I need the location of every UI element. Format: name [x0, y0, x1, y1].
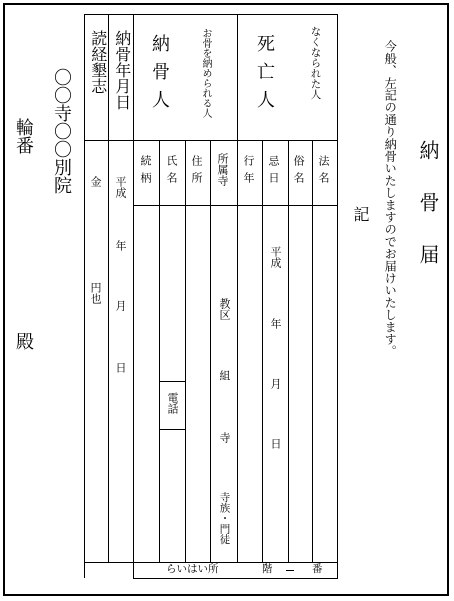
rinban-label: 輪番: [13, 118, 34, 154]
col-age: 行年: [242, 155, 255, 189]
death-year: 年: [269, 318, 282, 329]
col-temple: 所属寺: [216, 153, 229, 186]
intro-text: 今般、左記の通り納骨いたしますのでお届けいたします。: [383, 40, 398, 358]
ki-label: 記: [351, 206, 370, 222]
footer-floor: 階: [262, 563, 273, 575]
col-zokumyou: 俗名: [292, 155, 305, 189]
col-name: 氏名: [165, 155, 178, 189]
deceased-note: なくなられた人: [309, 26, 322, 100]
money-kin: 金: [89, 176, 102, 187]
burial-day: 日: [114, 362, 127, 373]
phone-label: 電話: [166, 392, 179, 414]
temple-district: 教区: [218, 298, 231, 320]
interrer-label: 納骨人: [149, 34, 170, 118]
footer-dash: [286, 570, 294, 571]
temple-temple: 寺: [218, 432, 231, 443]
footer-office: らいはい所: [166, 563, 219, 575]
footer-ban: 番: [312, 563, 323, 575]
temple-membership: 寺族・門徒: [218, 492, 231, 545]
tono-label: 殿: [13, 332, 34, 350]
death-era: 平成: [269, 246, 282, 268]
recipient-temple: 〇〇寺〇〇別院: [51, 68, 72, 194]
col-address: 住所: [190, 155, 203, 189]
col-houmyou: 法名: [317, 155, 330, 189]
interrer-note: お骨を納められる人: [200, 28, 211, 118]
money-enya: 円也: [89, 282, 102, 304]
burial-date-label: 納骨年月日: [112, 30, 132, 110]
death-month: 月: [269, 378, 282, 389]
death-day: 日: [269, 438, 282, 449]
form-title: 納骨届: [416, 140, 440, 296]
col-death-date: 忌日: [267, 155, 280, 189]
col-relation: 続柄: [139, 155, 152, 189]
deceased-label: 死亡人: [254, 34, 275, 118]
burial-era: 平成: [114, 176, 127, 198]
sutra-label: 読経墾志: [88, 30, 108, 94]
temple-group: 組: [218, 370, 231, 381]
burial-year: 年: [114, 240, 127, 251]
burial-month: 月: [114, 300, 127, 311]
